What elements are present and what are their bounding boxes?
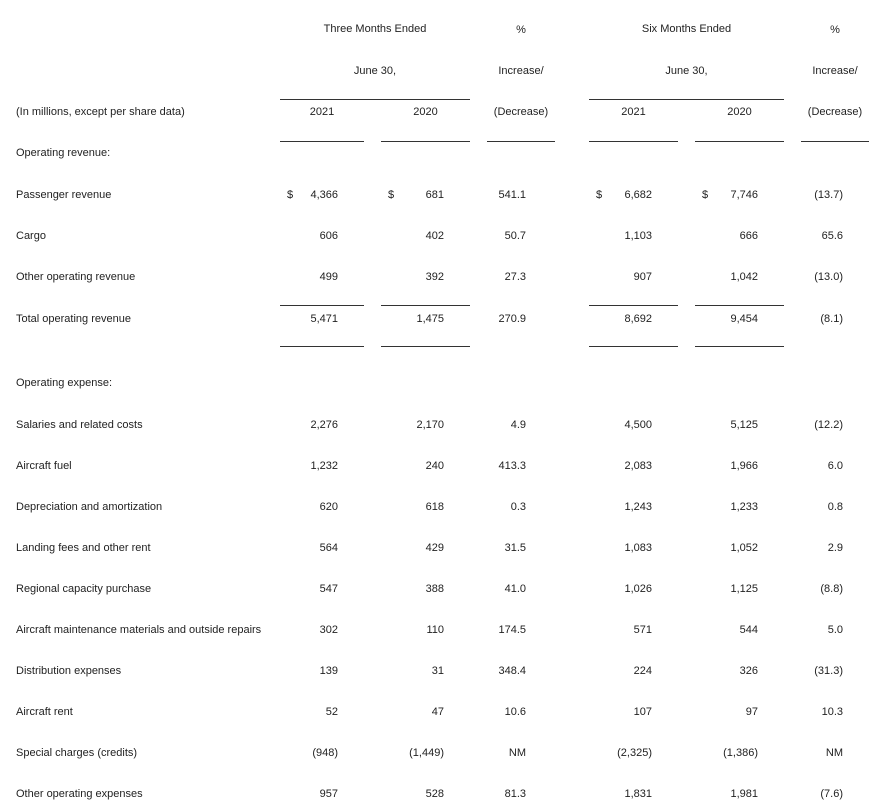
cell-q-2021: 1,232 [310, 460, 338, 472]
cell-h-change: (13.7) [814, 189, 843, 201]
cell-q-2021: 620 [319, 501, 338, 513]
cell-h-change: (12.2) [814, 419, 843, 431]
cell-q-change: 174.5 [498, 624, 526, 636]
cell-h-2020: 666 [739, 230, 758, 242]
row-label: Distribution expenses [16, 665, 122, 677]
cell-q-change: 10.6 [504, 706, 526, 718]
cell-q-2021: 302 [319, 624, 338, 636]
section-operating-revenue: Operating revenue: [16, 147, 111, 159]
cell-h-change: 5.0 [827, 624, 843, 636]
header-six-months: Six Months Ended [641, 23, 732, 35]
cell-h-2020: 9,454 [730, 313, 758, 325]
cell-q-2021: 957 [319, 788, 338, 800]
year-h-2020: 2020 [727, 106, 752, 118]
header-pct-h: % [830, 24, 840, 36]
cell-h-2020: 544 [739, 624, 758, 636]
cell-q-2020: 618 [425, 501, 444, 513]
cell-h-change: (13.0) [814, 271, 843, 283]
cell-q-change: 27.3 [504, 271, 526, 283]
cell-q-2020: 1,475 [416, 313, 444, 325]
cell-q-2021: 564 [319, 542, 338, 554]
cell-q-change: NM [508, 747, 526, 759]
cell-h-change: (8.1) [820, 313, 843, 325]
cell-h-2021: 1,026 [624, 583, 652, 595]
cell-q-2021: 52 [325, 706, 338, 718]
cell-q-2021: (948) [312, 747, 338, 759]
cell-h-2021: 571 [633, 624, 652, 636]
cell-h-change: 65.6 [821, 230, 843, 242]
row-label: Special charges (credits) [16, 747, 138, 759]
cell-q-2020: 528 [425, 788, 444, 800]
cell-h-2021: 107 [633, 706, 652, 718]
row-label: Total operating revenue [16, 313, 131, 325]
cell-q-change: 31.5 [504, 542, 526, 554]
units-label: (In millions, except per share data) [16, 106, 185, 118]
total-rule [280, 346, 364, 347]
cell-h-2020: 1,125 [730, 583, 758, 595]
header-three-months: Three Months Ended [323, 23, 427, 35]
year-rule [695, 141, 784, 142]
row-label: Other operating expenses [16, 788, 143, 800]
cell-h-2020: 1,233 [730, 501, 758, 513]
header-increase-h: Increase/ [812, 65, 858, 77]
cell-h-2021: 224 [633, 665, 652, 677]
cell-h-2021: (2,325) [617, 747, 652, 759]
cell-q-change: 81.3 [504, 788, 526, 800]
header-period-q: June 30, [353, 65, 397, 77]
header-increase-q: Increase/ [498, 65, 544, 77]
cell-q-2020: 240 [425, 460, 444, 472]
header-decrease-q: (Decrease) [493, 106, 549, 118]
cell-q-change: 4.9 [510, 419, 526, 431]
row-label: Aircraft fuel [16, 460, 72, 472]
cell-q-2020: 2,170 [416, 419, 444, 431]
cell-h-2020: (1,386) [723, 747, 758, 759]
cell-q-2020: 392 [425, 271, 444, 283]
row-label: Depreciation and amortization [16, 501, 163, 513]
header-rule-h [589, 99, 784, 100]
cell-h-2021: 1,243 [624, 501, 652, 513]
cell-h-2020: 7,746 [730, 189, 758, 201]
year-h-2021: 2021 [621, 106, 646, 118]
cell-q-2020: (1,449) [409, 747, 444, 759]
cell-h-change: 2.9 [827, 542, 843, 554]
cell-q-2020: 110 [426, 624, 444, 636]
year-rule [280, 141, 364, 142]
cell-h-2020: 1,981 [730, 788, 758, 800]
year-q-2021: 2021 [309, 106, 335, 118]
header-rule-q [280, 99, 470, 100]
currency-symbol: $ [702, 189, 709, 201]
cell-q-2020: 388 [425, 583, 444, 595]
cell-q-2020: 31 [431, 665, 444, 677]
cell-h-2021: 2,083 [624, 460, 652, 472]
section-operating-expense: Operating expense: [16, 377, 113, 389]
cell-h-2020: 97 [745, 706, 758, 718]
year-q-2020: 2020 [413, 106, 438, 118]
cell-q-change: 41.0 [504, 583, 526, 595]
cell-h-2020: 326 [739, 665, 758, 677]
cell-h-2021: 1,831 [624, 788, 652, 800]
header-period-h: June 30, [665, 65, 708, 77]
currency-symbol: $ [287, 189, 294, 201]
cell-q-2021: 2,276 [310, 419, 338, 431]
cell-q-2020: 47 [431, 706, 444, 718]
subtotal-rule [589, 305, 678, 306]
cell-h-2021: 6,682 [624, 189, 652, 201]
cell-h-change: (31.3) [814, 665, 843, 677]
subtotal-rule [280, 305, 364, 306]
total-rule [589, 346, 678, 347]
total-rule [695, 346, 784, 347]
cell-q-change: 413.3 [498, 460, 526, 472]
cell-q-2021: 5,471 [310, 313, 338, 325]
header-pct-q: % [516, 24, 526, 36]
row-label: Aircraft rent [16, 706, 73, 718]
row-label: Aircraft maintenance materials and outside repairs [16, 624, 262, 636]
currency-symbol: $ [388, 189, 395, 201]
cell-q-change: 541.1 [498, 189, 526, 201]
cell-h-change: 10.3 [821, 706, 843, 718]
cell-q-2021: 606 [319, 230, 338, 242]
row-label: Landing fees and other rent [16, 542, 151, 554]
cell-q-2020: 402 [425, 230, 444, 242]
cell-q-change: 50.7 [504, 230, 526, 242]
year-rule [589, 141, 678, 142]
cell-h-2021: 1,103 [624, 230, 652, 242]
subtotal-rule [381, 305, 470, 306]
cell-q-2021: 4,366 [310, 189, 338, 201]
cell-h-2021: 1,083 [624, 542, 652, 554]
cell-h-2021: 4,500 [624, 419, 652, 431]
cell-h-2020: 1,042 [730, 271, 758, 283]
cell-h-change: (8.8) [820, 583, 843, 595]
row-label: Passenger revenue [16, 189, 112, 201]
year-rule [487, 141, 555, 142]
year-rule [801, 141, 869, 142]
year-rule [381, 141, 470, 142]
row-label: Regional capacity purchase [16, 583, 152, 595]
cell-q-2021: 139 [319, 665, 338, 677]
subtotal-rule [695, 305, 784, 306]
cell-h-2021: 907 [633, 271, 652, 283]
row-label: Salaries and related costs [16, 419, 143, 431]
cell-h-2021: 8,692 [624, 313, 652, 325]
cell-h-2020: 5,125 [730, 419, 758, 431]
header-decrease-h: (Decrease) [807, 106, 863, 118]
cell-q-change: 270.9 [498, 313, 526, 325]
row-label: Cargo [16, 230, 46, 242]
cell-h-change: 0.8 [827, 501, 843, 513]
cell-q-2020: 681 [425, 189, 444, 201]
total-rule [381, 346, 470, 347]
row-label: Other operating revenue [16, 271, 136, 283]
currency-symbol: $ [596, 189, 603, 201]
cell-h-change: 6.0 [827, 460, 843, 472]
cell-h-2020: 1,966 [730, 460, 758, 472]
cell-q-2021: 499 [319, 271, 338, 283]
cell-q-2020: 429 [425, 542, 444, 554]
cell-h-change: NM [825, 747, 843, 759]
cell-q-change: 0.3 [510, 501, 526, 513]
cell-q-change: 348.4 [498, 665, 526, 677]
cell-h-change: (7.6) [820, 788, 843, 800]
cell-h-2020: 1,052 [730, 542, 758, 554]
cell-q-2021: 547 [319, 583, 338, 595]
